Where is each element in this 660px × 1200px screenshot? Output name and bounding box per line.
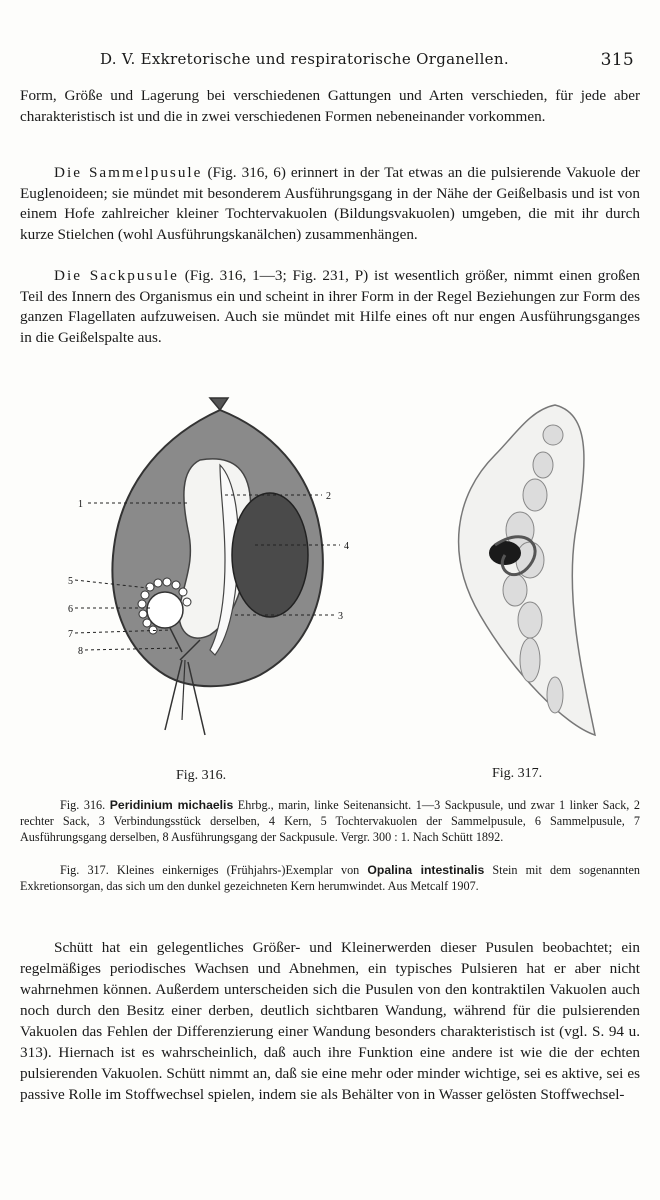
leader-label-8: 8 — [78, 646, 83, 657]
caption-316-text: Ehrbg., marin, linke Seitenansicht. 1—3 Sackpusule, und zwar 1 linker Sack, 2 rechter Sack, 3 Verbindungsstück derselben, 4 Kern, 5 Tochtervakuolen der Sammelpusule, 6 Sammelpusule, 7 Ausführungsgang derselben, 8 Ausführungsgang der Sackpusule. Vergr. 300 : 1. Nach Schütt 1892. — [20, 798, 641, 844]
running-title: D. V. Exkretorische und respiratorische Organellen. — [100, 50, 509, 68]
paragraph-2-text: (Fig. 316, 6) erinnert in der Tat etwas an die pulsierende Vakuole der Euglenoideen; sie mündet mit besonderem Ausführungsgang in der Nähe der Geißelbasis und ist von einem Hofe zahlreicher kleiner Tochtervakuolen (Bildungsvakuolen) umgeben, die mit ihr durch kurze Stielchen (wohl Ausführungskanälchen) zusammenhängen. — [20, 164, 640, 243]
term-sackpusule: Die Sackpusule — [54, 267, 179, 284]
paragraph-3 — [20, 266, 640, 352]
figure-317-illustration — [435, 395, 635, 755]
paragraph-3-text: (Fig. 316, 1—3; Fig. 231, P) ist wesentlich größer, nimmt einen großen Teil des Innern des Organismus ein und scheint in ihrer Form in der Regel Beziehungen zur Form des ganzen Flagellaten aufzuweisen. Auch sie mündet mit Hilfe eines oft nur engen Ausführungsganges in die Geißelspalte aus. — [20, 267, 640, 346]
leader-label-6: 6 — [68, 604, 73, 615]
caption-316 — [20, 797, 640, 845]
leader-label-3: 3 — [338, 611, 343, 622]
leader-label-1: 1 — [78, 499, 83, 510]
apical-horn — [210, 398, 228, 410]
page-number: 315 — [600, 50, 634, 70]
paragraph-4 — [20, 937, 640, 1109]
leader-label-2: 2 — [326, 491, 331, 502]
caption-316-prefix: Fig. 316. — [60, 798, 106, 812]
caption-316-species: Peridinium michaelis — [109, 798, 234, 812]
running-header — [20, 48, 640, 74]
paragraph-2 — [20, 163, 640, 249]
leader-label-5: 5 — [68, 576, 73, 587]
paragraph-1-text: Form, Größe und Lagerung bei verschiedenen Gattungen und Arten verschieden, für jede aber charakteristisch ist und die in zwei verschiedenen Formen nebeneinander vorkommen. — [20, 87, 640, 125]
figure-316-label: Fig. 316. — [176, 768, 227, 783]
caption-317-prefix: Fig. 317. — [60, 863, 109, 877]
figure-316-illustration — [70, 390, 370, 750]
paragraph-4-text: Schütt hat ein gelegentliches Größer- und Kleinerwerden dieser Pusulen beobachtet; ein regelmäßiges periodisches Wachsen und Abnehmen, ein typisches Pulsieren hat er aber nicht wahrnehmen können. Außerdem unterscheiden sich die Pusulen von den kontraktilen Vakuolen auch noch durch den Besitz einer derben, deutlich sichtbaren Wandung, während für die pulsierenden Vakuolen das Fehlen der Differenzierung einer Wandung besonders charakteristisch ist (vgl. S. 94 u. 313). Hiernach ist es wahrscheinlich, daß auch ihre Funktion eine andere ist wie die der echten pulsierenden Vakuolen. Schütt nimmt an, daß sie eine mehr oder minder wichtige, sei es aktive, sei es passive Rolle im Stoffwechsel spielen, indem sie als Behälter von in Wasser gelösten Stoffwechsel- — [20, 939, 640, 1103]
nucleus — [232, 493, 308, 617]
leader-label-4: 4 — [344, 541, 349, 552]
caption-317-text-1: Kleines einkerniges (Frühjahrs-)Exemplar von — [108, 863, 368, 877]
leader-label-7: 7 — [68, 629, 73, 640]
opalina-drawing — [435, 395, 635, 755]
sammelpusule — [147, 592, 183, 628]
caption-317 — [20, 862, 640, 894]
peridinium-drawing — [70, 390, 370, 750]
figure-317-label: Fig. 317. — [492, 766, 543, 781]
caption-317-text-2: Stein mit dem sogenannten Exkretionsorgan, das sich um den dunkel gezeichneten Kern herumwindet. Aus Metcalf 1907. — [20, 863, 641, 893]
paragraph-1 — [20, 86, 640, 131]
caption-317-species: Opalina intestinalis — [367, 863, 485, 877]
opalina-nucleus — [489, 541, 521, 565]
term-sammelpusule: Die Sammelpusule — [54, 164, 203, 181]
